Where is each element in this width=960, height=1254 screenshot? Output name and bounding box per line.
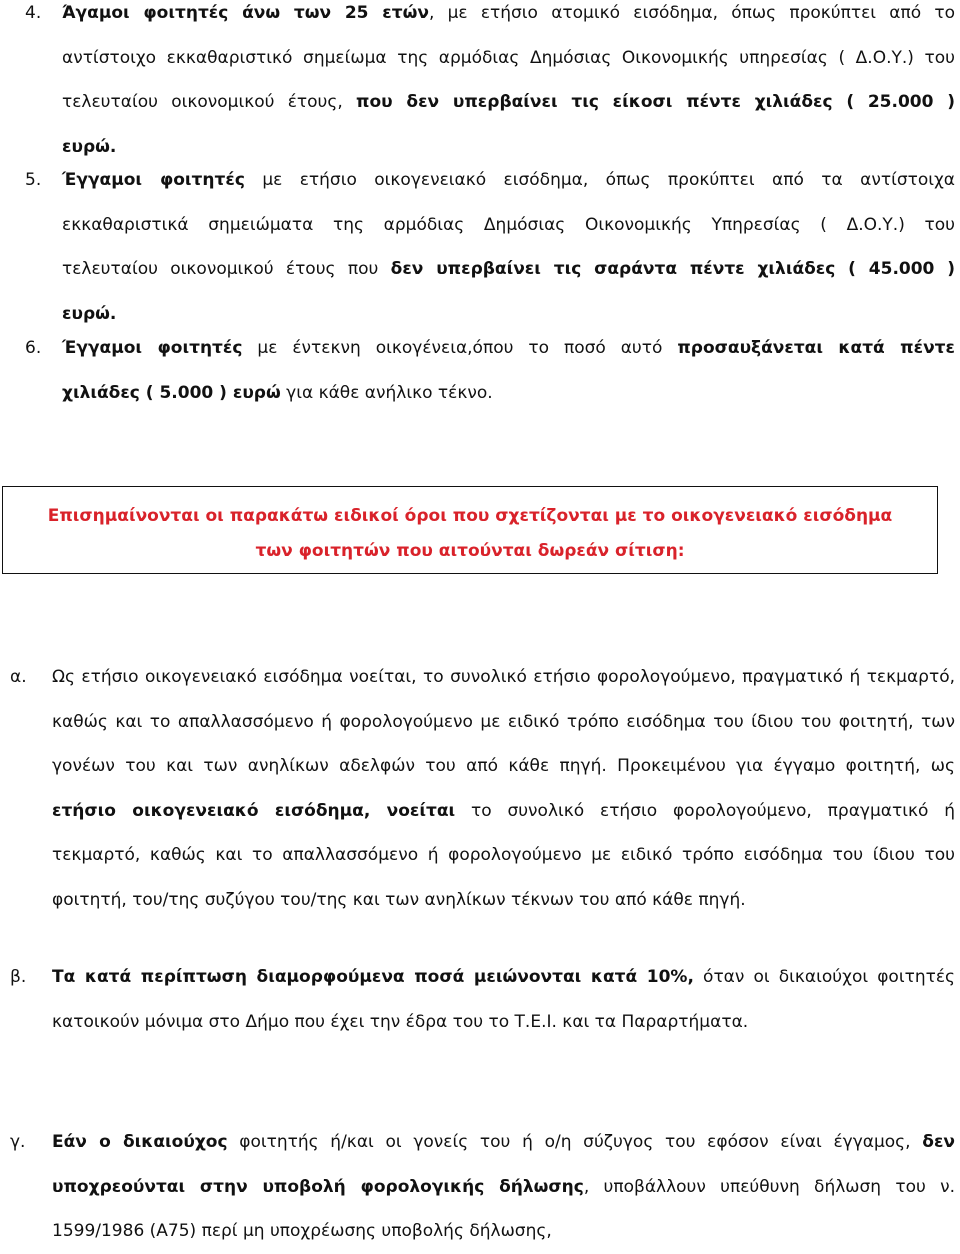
text-run: γονέων του και των ανηλίκων αδελφών του από κάθε πηγή. Προκειμένου για έγγαμο φοιτητή, ως: [52, 756, 955, 776]
text-line: [52, 833, 955, 878]
bold-text: Έγγαμοι φοιτητές: [62, 170, 245, 190]
item-text: [62, 158, 955, 336]
bold-text: δεν υπερβαίνει τις σαράντα πέντε χιλιάδες ( 45.000 ): [390, 259, 955, 279]
list-item-5: [0, 158, 955, 336]
text-run: Ως ετήσιο οικογενειακό εισόδημα νοείται, το συνολικό ετήσιο φορολογούμενο, πραγματικό ή τεκμαρτό,: [52, 667, 955, 687]
bold-text: χιλιάδες ( 5.000 ) ευρώ: [62, 382, 281, 403]
item-text: [62, 0, 955, 169]
paragraph-letter: β.: [10, 967, 27, 987]
text-line: [62, 80, 955, 125]
paragraph-letter: γ.: [10, 1132, 26, 1152]
text-run: με έντεκνη οικογένεια,όπου το ποσό αυτό: [242, 338, 678, 358]
bold-text: Έγγαμοι φοιτητές: [62, 338, 243, 358]
bold-text: υποχρεούνται στην υποβολή φορολογικής δήλωσης: [52, 1176, 584, 1197]
text-line: [52, 878, 955, 923]
text-line: [62, 158, 955, 203]
text-line: [52, 655, 955, 700]
text-line: [52, 744, 955, 789]
text-run: φοιτητή, του/της συζύγου του/της και των ανηλίκων τέκνων του από κάθε πηγή.: [52, 889, 746, 910]
text-line: [62, 371, 955, 416]
bold-text: Τα κατά περίπτωση διαμορφούμενα ποσά μειώνονται κατά 10%,: [52, 967, 694, 987]
bold-text: προσαυξάνεται κατά πέντε: [677, 338, 955, 358]
list-item-6: [0, 326, 955, 415]
bold-text: Εάν ο δικαιούχος: [52, 1132, 228, 1152]
text-run: , υποβάλλουν υπεύθυνη δήλωση του ν.: [583, 1176, 955, 1197]
text-line: [52, 700, 955, 745]
text-line: [52, 1165, 955, 1210]
text-line: [62, 0, 955, 36]
paragraph-c: [0, 1120, 955, 1254]
text-run: κατοικούν μόνιμα στο Δήμο που έχει την έδρα του το Τ.Ε.Ι. και τα Παραρτήματα.: [52, 1011, 749, 1032]
item-number: 4.: [25, 3, 42, 23]
text-line: [62, 326, 955, 371]
bold-text: ευρώ.: [62, 136, 117, 157]
item-text: [62, 326, 955, 415]
text-run: , με ετήσιο ατομικό εισόδημα, όπως προκύπτει από το: [428, 3, 955, 23]
paragraph-text: [52, 655, 955, 922]
bold-text: Άγαμοι φοιτητές άνω των 25 ετών: [62, 3, 429, 23]
text-run: τεκμαρτό, καθώς και το απαλλασσόμενο ή φορολογούμενο με ειδικό τρόπο εισόδημα του ίδιου του: [52, 845, 955, 865]
paragraph-text: [52, 955, 955, 1044]
paragraph-text: [52, 1120, 955, 1254]
text-run: για κάθε ανήλικο τέκνο.: [280, 382, 493, 403]
paragraph-a: [0, 655, 955, 922]
text-line: [52, 955, 955, 1000]
text-line: [62, 247, 955, 292]
bold-text: ετήσιο οικογενειακό εισόδημα, νοείται: [52, 800, 456, 821]
text-line: [52, 1000, 955, 1045]
list-item-4: [0, 0, 955, 169]
text-run: 1599/1986 (Α75) περί μη υποχρέωσης υποβολής δήλωσης,: [52, 1221, 552, 1241]
text-line: [62, 36, 955, 81]
text-run: τελευταίου οικονομικού έτους,: [62, 92, 357, 112]
bold-text: δεν: [922, 1132, 955, 1152]
text-run: τελευταίου οικονομικού έτους που: [62, 259, 391, 279]
text-run: με ετήσιο οικογενειακό εισόδημα, όπως προκύπτει από τα αντίστοιχα: [244, 170, 956, 190]
paragraph-b: [0, 955, 955, 1044]
text-run: αντίστοιχο εκκαθαριστικό σημείωμα της αρμόδιας Δημόσιας Οικονομικής υπηρεσίας ( Δ.Ο.Υ.) του: [62, 47, 955, 68]
text-line: [52, 1120, 955, 1165]
text-run: όταν οι δικαιούχοι φοιτητές: [693, 967, 955, 987]
paragraph-letter: α.: [10, 667, 27, 687]
text-run: το συνολικό ετήσιο φορολογούμενο, πραγματικό ή: [455, 800, 955, 821]
item-number: 6.: [25, 338, 42, 358]
bold-text: που δεν υπερβαίνει τις είκοσι πέντε χιλιάδες ( 25.000 ): [356, 92, 955, 112]
text-line: [52, 1209, 955, 1254]
bold-text: ευρώ.: [62, 303, 117, 324]
notice-box: [2, 486, 938, 574]
notice-line-2: των φοιτητών που αιτούνται δωρεάν σίτιση:: [255, 541, 685, 561]
text-run: καθώς και το απαλλασσόμενο ή φορολογούμενο με ειδικό τρόπο εισόδημα του ίδιου του φοιτητή, των: [52, 711, 955, 732]
item-number: 5.: [25, 170, 42, 190]
text-line: [62, 203, 955, 248]
text-run: εκκαθαριστικά σημειώματα της αρμόδιας Δημόσιας Οικονομικής Υπηρεσίας ( Δ.Ο.Υ.) του: [62, 214, 955, 235]
text-line: [52, 789, 955, 834]
text-run: φοιτητής ή/και οι γονείς του ή ο/η σύζυγος του εφόσον είναι έγγαμος,: [227, 1132, 923, 1152]
notice-line-1: Επισημαίνονται οι παρακάτω ειδικοί όροι που σχετίζονται με το οικογενειακό εισόδημα: [47, 506, 893, 526]
